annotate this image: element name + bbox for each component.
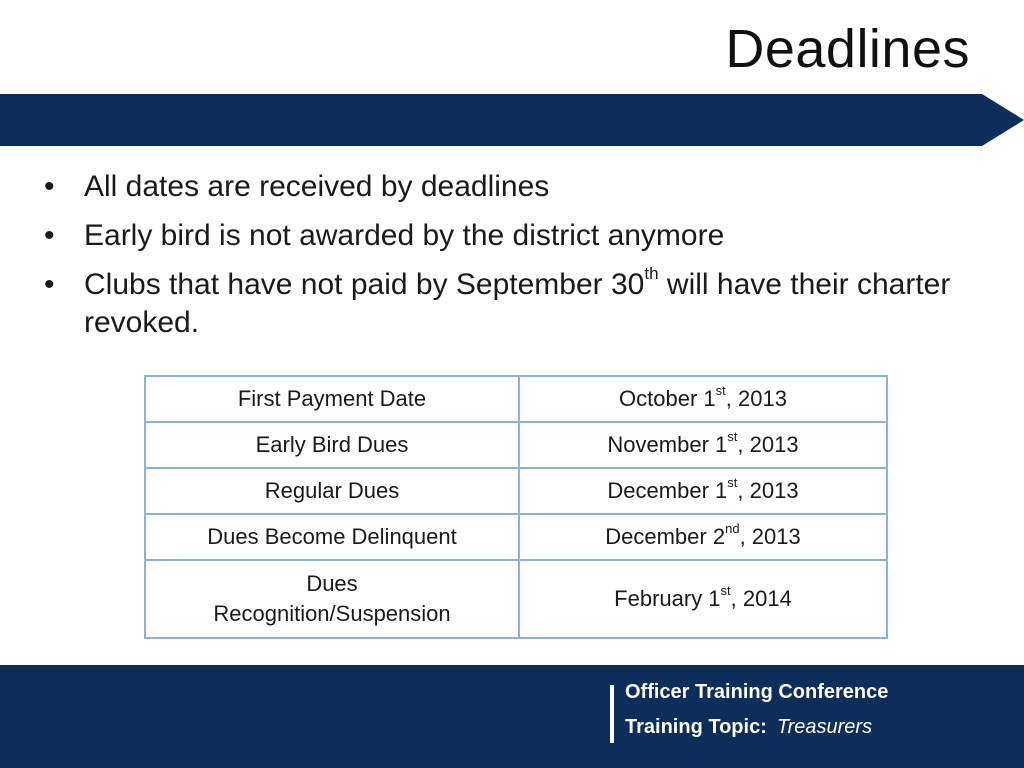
table-cell-label: Dues Recognition/Suspension bbox=[145, 560, 519, 638]
table-cell-label: Regular Dues bbox=[145, 468, 519, 514]
deadlines-table bbox=[144, 375, 888, 639]
table-row bbox=[145, 514, 887, 560]
table-cell-date: February 1st, 2014 bbox=[519, 560, 887, 638]
training-topic-label: Training Topic: bbox=[625, 716, 767, 738]
table-cell-label: Early Bird Dues bbox=[145, 422, 519, 468]
conference-name: Officer Training Conference bbox=[625, 681, 889, 703]
table-cell-date: December 2nd, 2013 bbox=[519, 514, 887, 560]
bullet-marker: • bbox=[44, 219, 55, 252]
slide-title: Deadlines bbox=[725, 19, 970, 79]
bullet-marker: • bbox=[44, 268, 55, 301]
footer-bar bbox=[0, 665, 1024, 768]
bullet-text: Early bird is not awarded by the district anymore bbox=[84, 219, 725, 252]
bullet-item bbox=[44, 266, 984, 342]
bullet-text: All dates are received by deadlines bbox=[84, 170, 550, 203]
table-cell-date: November 1st, 2013 bbox=[519, 422, 887, 468]
table-row bbox=[145, 422, 887, 468]
table-cell-label: Dues Become Delinquent bbox=[145, 514, 519, 560]
bullet-marker: • bbox=[44, 170, 55, 203]
table-cell-date: October 1st, 2013 bbox=[519, 376, 887, 422]
training-topic bbox=[625, 716, 872, 739]
bullet-list bbox=[44, 168, 984, 353]
bullet-item bbox=[44, 217, 984, 255]
table-row bbox=[145, 376, 887, 422]
table-row bbox=[145, 468, 887, 514]
bullet-text: Clubs that have not paid by September 30th will have their charter revoked. bbox=[84, 264, 951, 339]
bullet-item bbox=[44, 168, 984, 206]
table-cell-label: First Payment Date bbox=[145, 376, 519, 422]
title-banner-arrow bbox=[0, 94, 1024, 146]
table-cell-date: December 1st, 2013 bbox=[519, 468, 887, 514]
training-topic-value: Treasurers bbox=[776, 716, 873, 738]
footer-divider bbox=[610, 685, 614, 743]
table-row bbox=[145, 560, 887, 638]
